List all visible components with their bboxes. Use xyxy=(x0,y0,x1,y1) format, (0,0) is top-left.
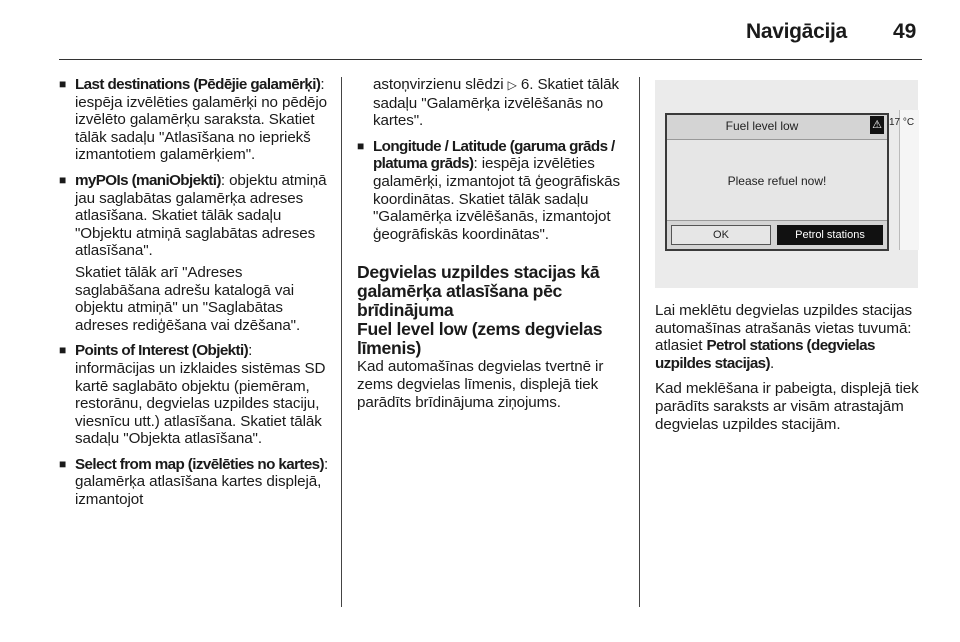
column-3 xyxy=(655,302,925,441)
paragraph: Skatiet tālāk arī "Adreses saglabāšana adrešu katalogā vai objektu atmiņā" un "Saglabātas adreses rediģēšana vai dzēšana". xyxy=(75,263,301,334)
arrow-icon: ▷ xyxy=(507,78,517,92)
column-divider xyxy=(639,77,640,607)
list-item xyxy=(59,342,329,448)
page-title: Navigācija xyxy=(746,20,847,43)
list-item xyxy=(59,172,329,260)
term: Select from map (izvēlēties no kartes) xyxy=(75,455,324,473)
list-item xyxy=(59,456,329,509)
warning-icon: ⚠ xyxy=(870,116,884,134)
paragraph: Kad automašīnas degvielas tvertnē ir zems degvielas līmenis, displejā tiek parādīts brīdinājuma ziņojums. xyxy=(357,358,604,411)
ok-button: OK xyxy=(671,225,771,245)
paragraph xyxy=(655,302,925,372)
section-heading: Degvielas uzpildes stacijas kā galamērķa atlasīšana pēc brīdinājuma xyxy=(357,262,600,321)
description: : iespēja izvēlēties galamērķi no pēdējo izvēlēto galamērķu saraksta. Skatiet tālāk sadaļu "Atlasīšana no iepriekš izmantotiem galamērķiem". xyxy=(75,76,328,164)
description: : informācijas un izklaides sistēmas SD kartē saglabāto objektu (piemēram, restorānu, degvielas uzpildes staciju, viesnīcu utt.) atlasīšana. Skatiet tālāk sadaļu "Objekta atlasīšana". xyxy=(75,342,326,448)
description: : iespēja izvēlēties galamērķi, izmantojot tā ģeogrāfiskās koordinātas. Skatiet tālāk sadaļu "Galamērķa izvēlēšanās, izmantojot ģeogrāfiskās koordinātas". xyxy=(373,155,621,243)
term: Petrol stations (degvielas uzpildes stacijas) xyxy=(655,337,875,372)
text: 6. Skatiet tālāk sadaļu "Galamērķa izvēlēšanās no kartes". xyxy=(373,76,619,130)
display-frame xyxy=(665,113,889,251)
term: myPOIs (maniObjekti) xyxy=(75,171,221,189)
message-area xyxy=(667,139,887,221)
column-2 xyxy=(357,76,627,419)
bullet-icon: ■ xyxy=(59,456,67,471)
header-divider xyxy=(59,59,922,60)
bullet-icon: ■ xyxy=(59,343,67,358)
list-item xyxy=(357,138,627,244)
list-item xyxy=(59,76,329,164)
subsection-heading: Fuel level low (zems degvielas līmenis) xyxy=(357,319,603,359)
page-number: 49 xyxy=(893,20,917,43)
bullet-icon: ■ xyxy=(59,77,67,91)
display-screenshot xyxy=(655,80,918,288)
screen-message: Please refuel now! xyxy=(727,174,827,188)
petrol-stations-button: Petrol stations xyxy=(777,225,883,245)
description: : galamērķa atlasīšana kartes displejā, izmantojot xyxy=(75,455,329,509)
text: Lai meklētu degvielas uzpildes stacijas automašīnas atrašanās vietas tuvumā: atlasiet xyxy=(655,302,912,355)
bullet-icon: ■ xyxy=(357,138,365,153)
term: Last destinations (Pēdējie galamērķi) xyxy=(75,76,321,93)
text: . xyxy=(769,354,775,372)
term: Points of Interest (Objekti) xyxy=(75,342,249,360)
screen-side-panel xyxy=(899,110,919,250)
text: astoņvirzienu slēdzi xyxy=(373,76,508,93)
column-1 xyxy=(59,76,329,517)
column-divider xyxy=(341,77,342,607)
temperature-readout: 17 °C xyxy=(889,117,915,128)
term: Longitude / Latitude (garuma grāds / platuma grāds) xyxy=(373,137,615,173)
paragraph xyxy=(357,76,627,130)
bullet-icon: ■ xyxy=(59,172,67,187)
description: : objektu atmiņā jau saglabātas galamērķa adreses atlasīšana. Skatiet tālāk sadaļu "Objektu atmiņā saglabātas adreses atlasīšana". xyxy=(75,171,327,260)
paragraph: Kad meklēšana ir pabeigta, displejā tiek parādīts saraksts ar visām atrastajām degvielas uzpildes stacijām. xyxy=(655,380,919,433)
screen-title: Fuel level low xyxy=(725,119,799,133)
